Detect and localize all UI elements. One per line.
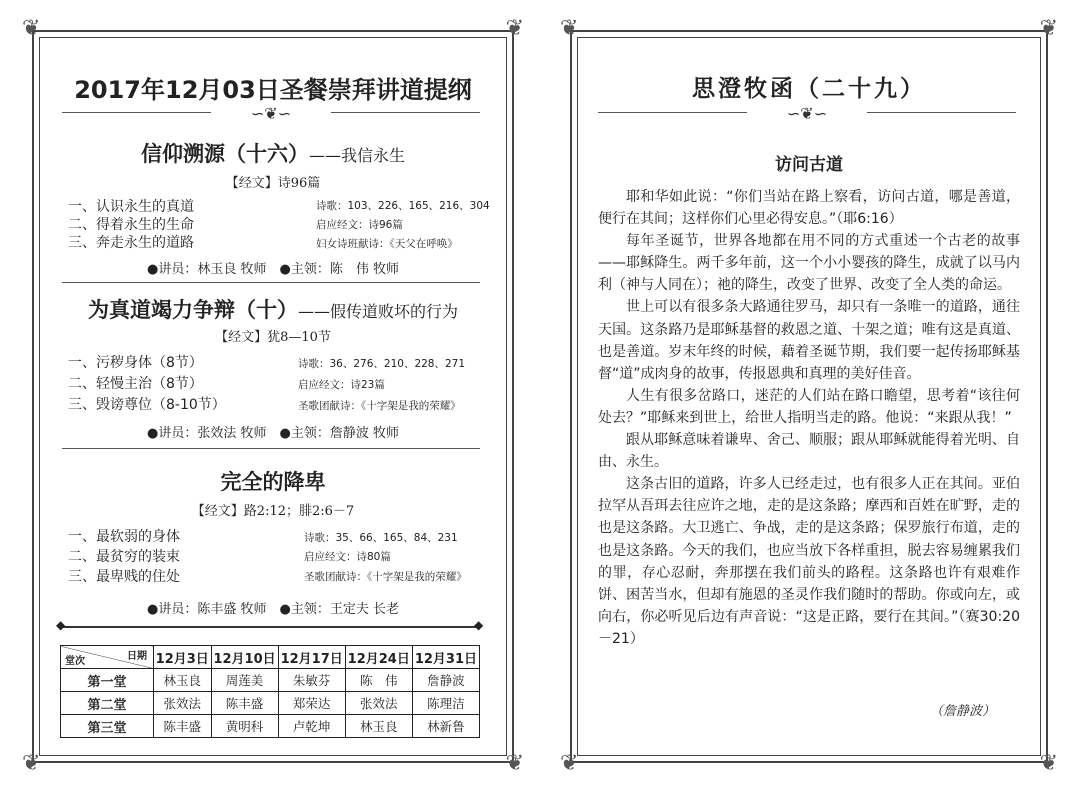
- schedule-table: [60, 645, 480, 738]
- table-date-header: 12月3日: [154, 646, 212, 669]
- table-corner-cell: [61, 646, 154, 669]
- table-cell: 陈丰盛: [154, 715, 212, 738]
- sermon-point: 二、轻慢主治（8节）: [68, 376, 203, 392]
- sermon-note: 妇女诗班献诗：《天父在呼唤》: [316, 238, 458, 250]
- sermon-title: 为真道竭力争辩（十）: [87, 298, 298, 322]
- table-cell: 詹静波: [412, 669, 479, 692]
- sermon-subtitle: ——假传道败坏的行为: [297, 302, 458, 321]
- corner-ornament-icon: ❦: [1039, 751, 1058, 776]
- service-axis-label: 堂次: [65, 656, 85, 667]
- table-cell: 朱敏芬: [278, 669, 345, 692]
- table-cell: 林新鲁: [412, 715, 479, 738]
- scroll-ornament-icon: ∽❦∽: [747, 104, 867, 123]
- paragraph: 耶和华如此说：“你们当站在路上察看，访问古道，哪是善道，便行在其间；这样你们心里必得安息。”（耶6:16）: [598, 189, 1020, 228]
- sermon-point: 一、认识永生的真道: [68, 199, 194, 215]
- table-header-row: [61, 646, 480, 669]
- diamond-icon: ◆: [56, 618, 66, 632]
- table-cell: 林玉良: [154, 669, 212, 692]
- speaker-line: ●讲员：林玉良 牧师 ●主领：陈 伟 牧师: [147, 262, 399, 277]
- corner-ornament-icon: ❦: [505, 16, 524, 41]
- table-date-header: 12月31日: [412, 646, 479, 669]
- table-row: [61, 669, 480, 692]
- corner-ornament-icon: ❦: [22, 751, 41, 776]
- sermon-note: 诗歌：103、226、165、216、304: [316, 200, 490, 212]
- corner-ornament-icon: ❦: [560, 16, 579, 41]
- table-cell: 周莲美: [211, 669, 278, 692]
- paragraph: 每年圣诞节，世界各地都在用不同的方式重述一个古老的故事——耶稣降生。两千多年前，这一个小小婴孩的降生，成就了以马内利（神与人同在）；祂的降生，改变了世界、改变了全人类的命运。: [598, 233, 1020, 294]
- paragraph: 这条古旧的道路，许多人已经走过，也有很多人正在其间。亚伯拉罕从吾珥去往应许之地，走的是这条路；摩西和百姓在旷野，走的也是这条路。大卫逃亡、争战，走的是这条路；保罗旅行布道，走的也是这条路。今天的我们，也应当放下各样重担，脱去容易缠累我们的罪，存心忍耐，奔那摆在我们前头的路程。这条路也许有艰难作饼、困苦当水，但却有施恩的圣灵作我们随时的帮助。你或向左，或向右，你必听见后边有声音说：“这是正路，要行在其间。”（赛30:20－21）: [598, 476, 1020, 647]
- scripture-reference: 【经文】路2:12；腓2:6－7: [191, 504, 355, 519]
- pastoral-letter-title: 思澄牧函（二十九）: [692, 75, 926, 102]
- paragraph: 世上可以有很多条大路通往罗马，却只有一条唯一的道路，通往天国。这条路乃是耶稣基督的救恩之道、十架之道；唯有这是真道、也是善道。岁末年终的时候，藉着圣诞节期，我们要一起传扬耶稣基督“道”成肉身的故事，传报恩典和真理的美好佳音。: [598, 299, 1020, 382]
- sermon-point: 一、最软弱的身体: [68, 529, 180, 545]
- page-title: 2017年12月03日圣餐崇拜讲道提纲: [74, 76, 472, 104]
- table-cell: 张效法: [154, 692, 212, 715]
- speaker-line: ●讲员：陈丰盛 牧师 ●主领：王定夫 长老: [147, 602, 399, 617]
- date-axis-label: 日期: [127, 651, 147, 662]
- table-cell: 黄明科: [211, 715, 278, 738]
- table-cell: 张效法: [345, 692, 412, 715]
- sermon-note: 启应经文：诗23篇: [298, 379, 385, 391]
- service-name: 第三堂: [61, 715, 154, 738]
- table-date-header: 12月17日: [278, 646, 345, 669]
- corner-ornament-icon: ❦: [560, 751, 579, 776]
- scroll-ornament-icon: ∽❦∽: [211, 104, 331, 123]
- table-cell: 陈丰盛: [211, 692, 278, 715]
- diamond-icon: ◆: [474, 618, 484, 632]
- table-date-header: 12月10日: [211, 646, 278, 669]
- scripture-reference: 【经文】诗96篇: [225, 176, 321, 191]
- sermon-point: 三、奔走永生的道路: [68, 235, 194, 251]
- sermon-point: 二、得着永生的生命: [68, 217, 194, 233]
- sermon-subtitle: ——我信永生: [308, 146, 405, 165]
- sermon-heading: [40, 294, 506, 324]
- sermon-point: 三、最卑贱的住处: [68, 569, 180, 585]
- paragraph: 人生有很多岔路口，迷茫的人们站在路口瞻望，思考着“该往何处去？”耶稣来到世上，给世人指明当走的路。他说：“来跟从我！”: [598, 387, 1020, 426]
- sermon-note: 圣歌团献诗：《十字架是我的荣耀》: [304, 571, 467, 583]
- sermon-point: 二、最贫穷的装束: [68, 549, 180, 565]
- corner-ornament-icon: ❦: [1039, 16, 1058, 41]
- service-name: 第二堂: [61, 692, 154, 715]
- corner-ornament-icon: ❦: [505, 751, 524, 776]
- sermon-heading: [40, 466, 506, 496]
- signature: （詹静波）: [930, 704, 996, 719]
- service-name: 第一堂: [61, 669, 154, 692]
- sermon-heading: [40, 138, 506, 168]
- speaker-line: ●讲员：张效法 牧师 ●主领：詹静波 牧师: [147, 426, 399, 441]
- corner-ornament-icon: ❦: [22, 16, 41, 41]
- scripture-reference: 【经文】犹8—10节: [215, 330, 331, 345]
- sermon-note: 启应经文：诗80篇: [304, 551, 391, 563]
- table-row: [61, 692, 480, 715]
- table-cell: 陈理洁: [412, 692, 479, 715]
- sermon-note: 圣歌团献诗：《十字架是我的荣耀》: [298, 400, 461, 412]
- letter-body: [598, 186, 1020, 650]
- sermon-point: 三、毁谤尊位（8-10节）: [68, 397, 226, 413]
- table-row: [61, 715, 480, 738]
- sermon-title: 完全的降卑: [220, 470, 326, 494]
- sermon-title: 信仰溯源（十六）: [140, 142, 309, 166]
- sermon-note: 启应经文：诗96篇: [316, 219, 403, 231]
- table-cell: 林玉良: [345, 715, 412, 738]
- table-cell: 郑荣达: [278, 692, 345, 715]
- sermon-note: 诗歌：35、66、165、84、231: [304, 532, 458, 544]
- sermon-point: 一、污秽身体（8节）: [68, 355, 203, 371]
- table-cell: 陈 伟: [345, 669, 412, 692]
- sermon-note: 诗歌：36、276、210、228、271: [298, 358, 466, 370]
- table-cell: 卢乾坤: [278, 715, 345, 738]
- paragraph: 跟从耶稣意味着谦卑、舍己、顺服；跟从耶稣就能得着光明、自由、永生。: [598, 432, 1020, 471]
- letter-subtitle: 访问古道: [775, 155, 843, 175]
- table-date-header: 12月24日: [345, 646, 412, 669]
